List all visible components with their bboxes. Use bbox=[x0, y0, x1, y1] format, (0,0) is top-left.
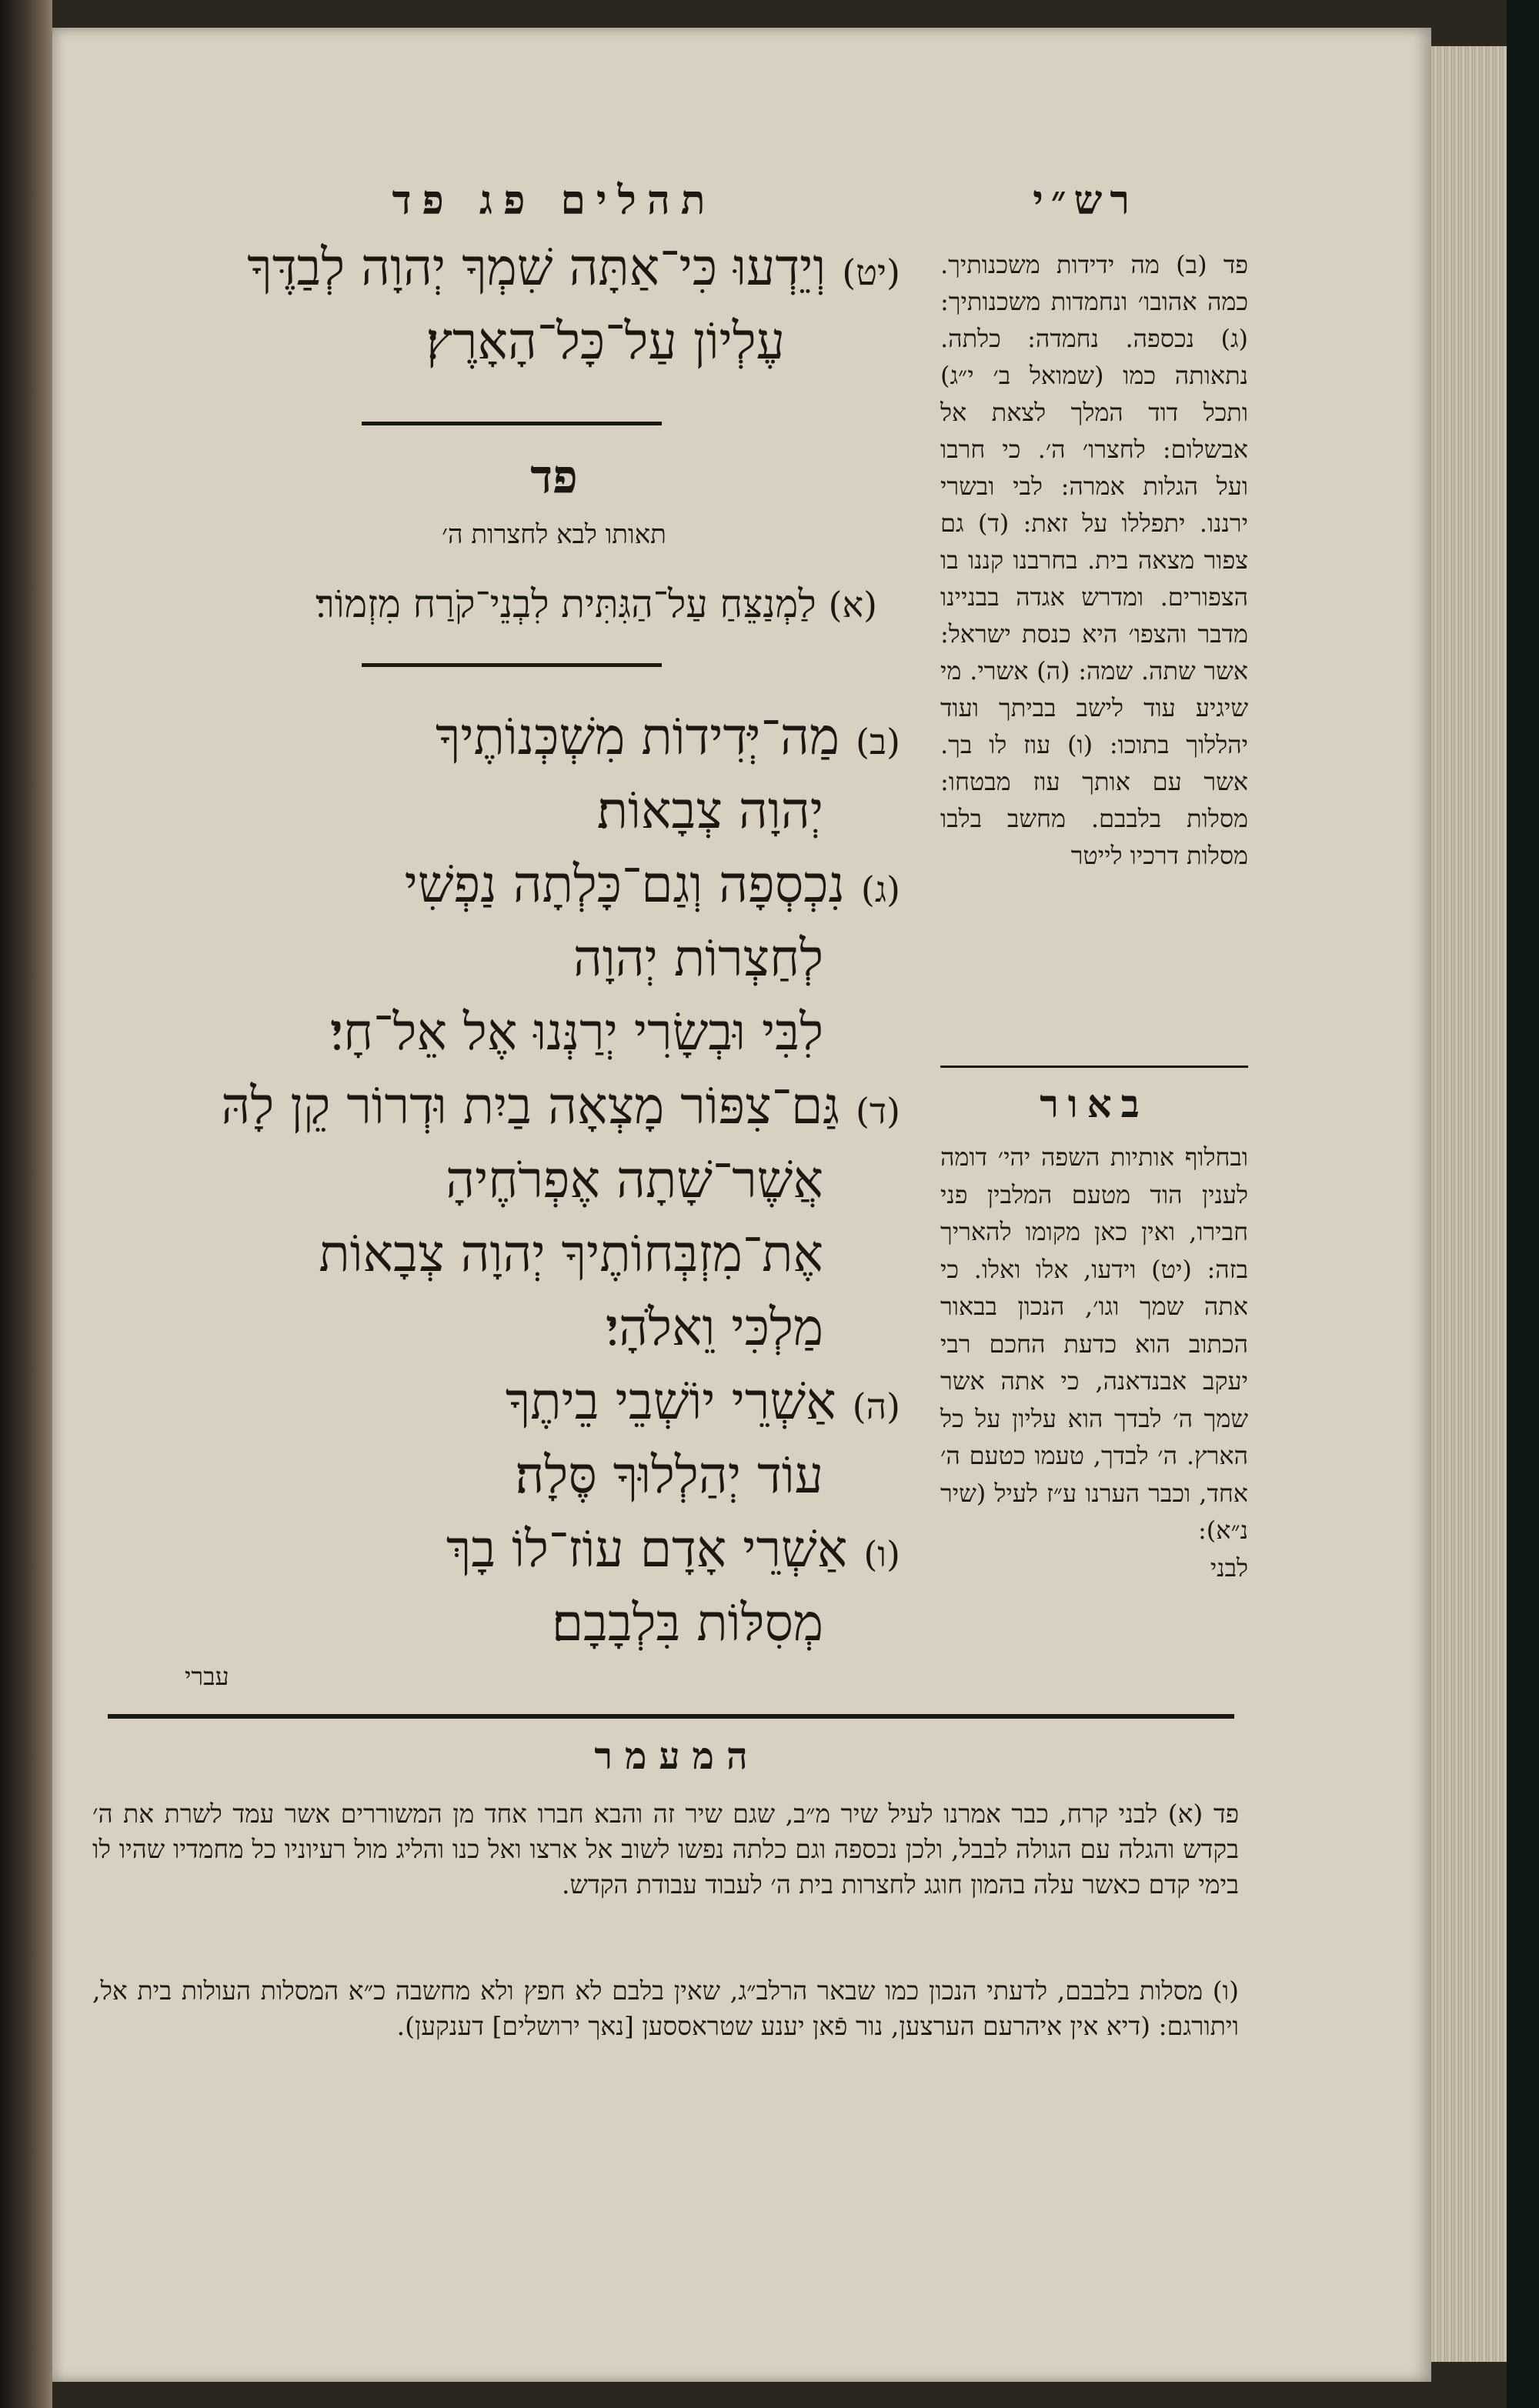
verse-line: יְהוָה צְבָאוֹת׃ bbox=[596, 781, 823, 840]
verse-text: אַשְׁרֵי אָדָם עוֹז־לוֹ בָךְ bbox=[446, 1519, 848, 1579]
beur-title: באור bbox=[1040, 1081, 1149, 1126]
verse-line: מְסִלּוֹת בִּלְבָבָם׃ bbox=[551, 1593, 823, 1653]
meamer-title: המעמר bbox=[594, 1735, 760, 1778]
meamer-paragraph-1: פד (א) לבני קרח, כבר אמרנו לעיל שיר מ״ב, שגם שיר זה והבא חברו אחד מן המשוררים אשר עמד לשרת את ה׳ בקדש והגלה עם הגולה לבבל, ולכן נכספה וגם כלתה נפשו לשוב אל ארצו ואל כנו והליג מול רעיוניו כל מחמדיו שהיו לו בימי קדם כאשר עלה בהמון חוגג לחצרות בית ה׳ לעבוד עבודת הקדש. bbox=[92, 1799, 1239, 1899]
beur-text: ובחלוף אותיות השפה יהי׳ דומה לענין הוד מטעם המלבין פני חבירו, ואין כאן מקומו להאריך בזה: (יט) וידעו, אלו ואלו. כי אתה שמך וגו׳, הנכון בבאור הכתוב הוא כדעת החכם רבי יעקב אבנדאנה, כי אתה אשר שמך ה׳ לבדך הוא עליון על כל הארץ. ה׳ לבדך, טעמו כטעם ה׳ אחד, וכבר הערנו ע״ז לעיל (שיר נ״א): bbox=[940, 1142, 1248, 1545]
verse-number: (ג) bbox=[860, 869, 900, 910]
verse-line bbox=[154, 1513, 900, 1591]
beur-commentary bbox=[940, 1139, 1248, 1586]
verse-text: לַמְנַצֵּחַ עַל־הַגִּתִּית לִבְנֵי־קֹרַח מִזְמוֹר׃ bbox=[315, 582, 816, 626]
book-left-edge bbox=[0, 0, 52, 2408]
verse-line bbox=[154, 848, 900, 926]
divider-rule bbox=[362, 663, 662, 667]
psalm-subtitle: תאותו לבא לחצרות ה׳ bbox=[442, 519, 666, 550]
verse-text: נִכְסְפָה וְגַם־כָּלְתָה נַפְשִׁי bbox=[404, 855, 845, 914]
divider-rule bbox=[362, 422, 662, 425]
verse-line bbox=[154, 1365, 900, 1443]
verse-text: אַשְׁרֵי יוֹשְׁבֵי בֵיתֶךָ bbox=[505, 1372, 836, 1431]
catchword-left: עברי bbox=[185, 1662, 229, 1691]
running-header-title: תהלים פג פד bbox=[392, 177, 716, 224]
verse-number: (יט) bbox=[842, 252, 900, 293]
beur-catchword: לבני bbox=[1210, 1553, 1248, 1583]
verse-number: (א) bbox=[828, 584, 877, 625]
verse-19-line-2: עֶלְיוֹן עַל־כָּל־הָאָרֶץ׃ bbox=[426, 312, 785, 371]
verse-number: (ב) bbox=[855, 721, 900, 762]
rashi-divider bbox=[940, 1066, 1248, 1068]
verse-line: אֲשֶׁר־שָׁתָה אֶפְרֹחֶיהָ bbox=[446, 1150, 823, 1209]
bottom-divider bbox=[108, 1714, 1234, 1719]
verse-line bbox=[108, 1069, 900, 1148]
verse-19-line-1 bbox=[108, 231, 900, 309]
book-cover-edge bbox=[1507, 0, 1539, 2408]
verse-number: (ו) bbox=[863, 1533, 900, 1575]
rashi-header: רש״י bbox=[1033, 177, 1137, 224]
meamer-paragraph-2: (ו) מסלות בלבבם, לדעתי הנכון כמו שבאר הרלב״ג, שאין בלבם לא חפץ ולא מחשבה כ״א המסלות העולות בית אל, ויתורגם: (דיא אין איהרעם הערצען, נור פֿאן יענע שטראססען [נאך ירושלים] דענקען). bbox=[92, 1976, 1239, 2041]
page-stack-edge bbox=[1431, 46, 1507, 2362]
verse-text: וְיֵדְעוּ כִּי־אַתָּה שִׁמְךָ יְהוָה לְבַדֶּךָ bbox=[247, 238, 826, 297]
rashi-commentary: פד (ב) מה ידידות משכנותיך. כמה אהובו׳ ונחמדות משכנותיך: (ג) נכספה. נחמדה: כלתה. נתאותה כמו (שמואל ב׳ י״ג) ותכל דוד המלך לצאת אל אבשלום: לחצרו׳ ה׳. כי חרבו ועל הגלות אמרה: לבי ובשרי ירננו. יתפללו על זאת: (ד) גם צפור מצאה בית. בחרבנו קננו בו הצפורים. ומדרש אגדה בבניינו מדבר והצפו׳ היא כנסת ישראל: אשר שתה. שמה: (ה) אשרי. מי שיגיע עוד לישב בביתך ועוד יהללוך בתוכו: (ו) עוז לו בך. אשר עם אותך עוז מבטחו: מסלות בלבבם. מחשב בלבו מסלות דרכיו לייטר bbox=[940, 250, 1248, 870]
verse-line: לְחַצְרוֹת יְהוָה bbox=[573, 929, 823, 988]
verse-line: אֶת־מִזְבְּחוֹתֶיךָ יְהוָה צְבָאוֹת bbox=[319, 1224, 823, 1283]
verse-line: מַלְכִּי וֵאלֹהָי׃ bbox=[605, 1298, 823, 1357]
verse-text: מַה־יְּדִידוֹת מִשְׁכְּנוֹתֶיךָ bbox=[435, 707, 840, 766]
verse-1 bbox=[131, 573, 877, 635]
verse-line bbox=[154, 700, 900, 779]
verse-number: (ה) bbox=[852, 1386, 900, 1427]
psalm-number: פד bbox=[530, 450, 578, 504]
verse-line: לִבִּי וּבְשָׂרִי יְרַנְּנוּ אֶל אֵל־חָי׃ bbox=[329, 1002, 823, 1062]
verse-line: עוֹד יְהַלְלוּךָ סֶּלָה׃ bbox=[515, 1446, 823, 1505]
verse-text: גַּם־צִפּוֹר מָצְאָה בַיִת וּדְרוֹר קֵן לָהּ bbox=[221, 1076, 840, 1136]
verse-number: (ד) bbox=[855, 1090, 900, 1132]
